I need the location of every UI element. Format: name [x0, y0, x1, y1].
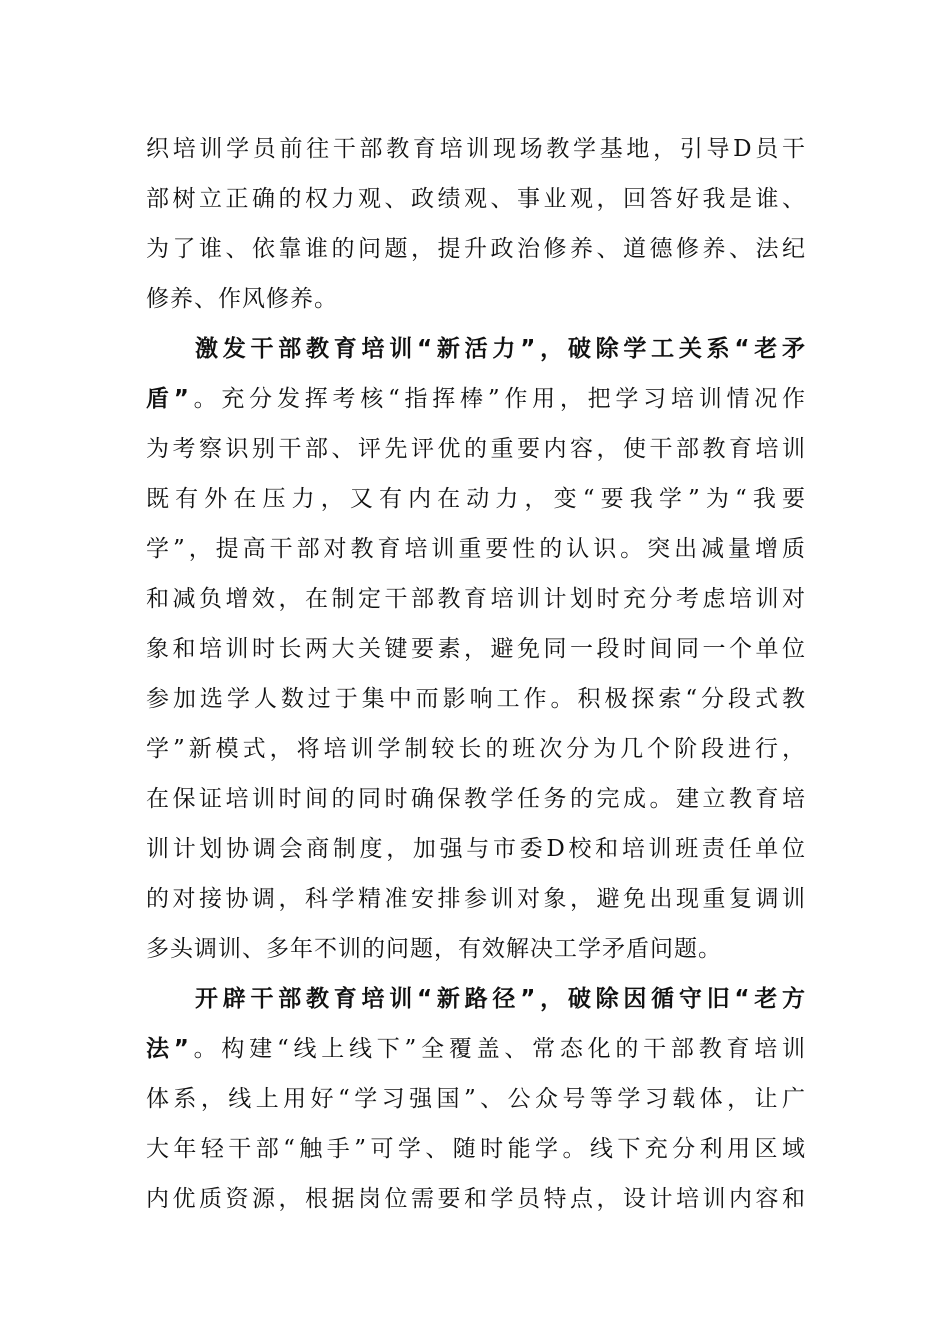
text-span: 象和培训时长两大关键要素，避免同一段时间同一个单位: [146, 636, 806, 662]
text-span: 的对接协调，科学精准安排参训对象，避免出现重复调训: [146, 886, 806, 912]
text-span: 体系，线上用好“学习强国”、公众号等学习载体，让广: [146, 1086, 806, 1112]
text-span: 织培训学员前往干部教育培训现场教学基地，引导D员干: [146, 136, 806, 162]
section-heading-line: [195, 327, 806, 371]
text-line: [146, 827, 806, 871]
text-span: 内优质资源，根据岗位需要和学员特点，设计培训内容和: [146, 1186, 806, 1212]
section-heading: 激发干部教育培训“新活力”，破除学工关系“老矛: [195, 336, 806, 362]
text-span: 多头调训、多年不训的问题，有效解决工学矛盾问题。: [146, 936, 722, 962]
text-line: [146, 727, 806, 771]
text-span: 和减负增效，在制定干部教育培训计划时充分考虑培训对: [146, 586, 806, 612]
text-line: [146, 1177, 806, 1221]
text-line: [146, 127, 806, 171]
text-line: [146, 527, 806, 571]
section-heading-line: [195, 977, 806, 1021]
text-line: [146, 877, 806, 921]
text-line: [146, 627, 806, 671]
text-span: 在保证培训时间的同时确保教学任务的完成。建立教育培: [146, 786, 806, 812]
text-line: [146, 377, 806, 421]
text-span: 部树立正确的权力观、政绩观、事业观，回答好我是谁、: [146, 186, 806, 212]
text-line: [146, 227, 806, 271]
text-span: 。构建“线上线下”全覆盖、常态化的干部教育培训: [189, 1036, 806, 1062]
text-span: 。充分发挥考核“指挥棒”作用，把学习培训情况作: [189, 386, 806, 412]
text-line: [146, 277, 806, 321]
text-span: 为了谁、依靠谁的问题，提升政治修养、道德修养、法纪: [146, 236, 806, 262]
text-span: 大年轻干部“触手”可学、随时能学。线下充分利用区域: [146, 1136, 806, 1162]
text-line: [146, 427, 806, 471]
text-line: [146, 577, 806, 621]
text-line: [146, 1127, 806, 1171]
text-line: [146, 1077, 806, 1121]
text-span: 训计划协调会商制度，加强与市委D校和培训班责任单位: [146, 836, 806, 862]
section-heading: 盾”: [146, 386, 190, 412]
text-span: 既有外在压力，又有内在动力，变“要我学”为“我要: [146, 486, 806, 512]
text-line: [146, 777, 806, 821]
text-line: [146, 1027, 806, 1071]
section-heading: 开辟干部教育培训“新路径”，破除因循守旧“老方: [195, 986, 806, 1012]
text-span: 参加选学人数过于集中而影响工作。积极探索“分段式教: [146, 686, 806, 712]
text-line: [146, 677, 806, 721]
text-span: 为考察识别干部、评先评优的重要内容，使干部教育培训: [146, 436, 806, 462]
text-span: 修养、作风修养。: [146, 286, 338, 312]
text-line: [146, 927, 806, 971]
text-span: 学”新模式，将培训学制较长的班次分为几个阶段进行，: [146, 736, 806, 762]
section-heading: 法”: [146, 1036, 190, 1062]
text-span: 学”，提高干部对教育培训重要性的认识。突出减量增质: [146, 536, 806, 562]
text-line: [146, 477, 806, 521]
text-line: [146, 177, 806, 221]
